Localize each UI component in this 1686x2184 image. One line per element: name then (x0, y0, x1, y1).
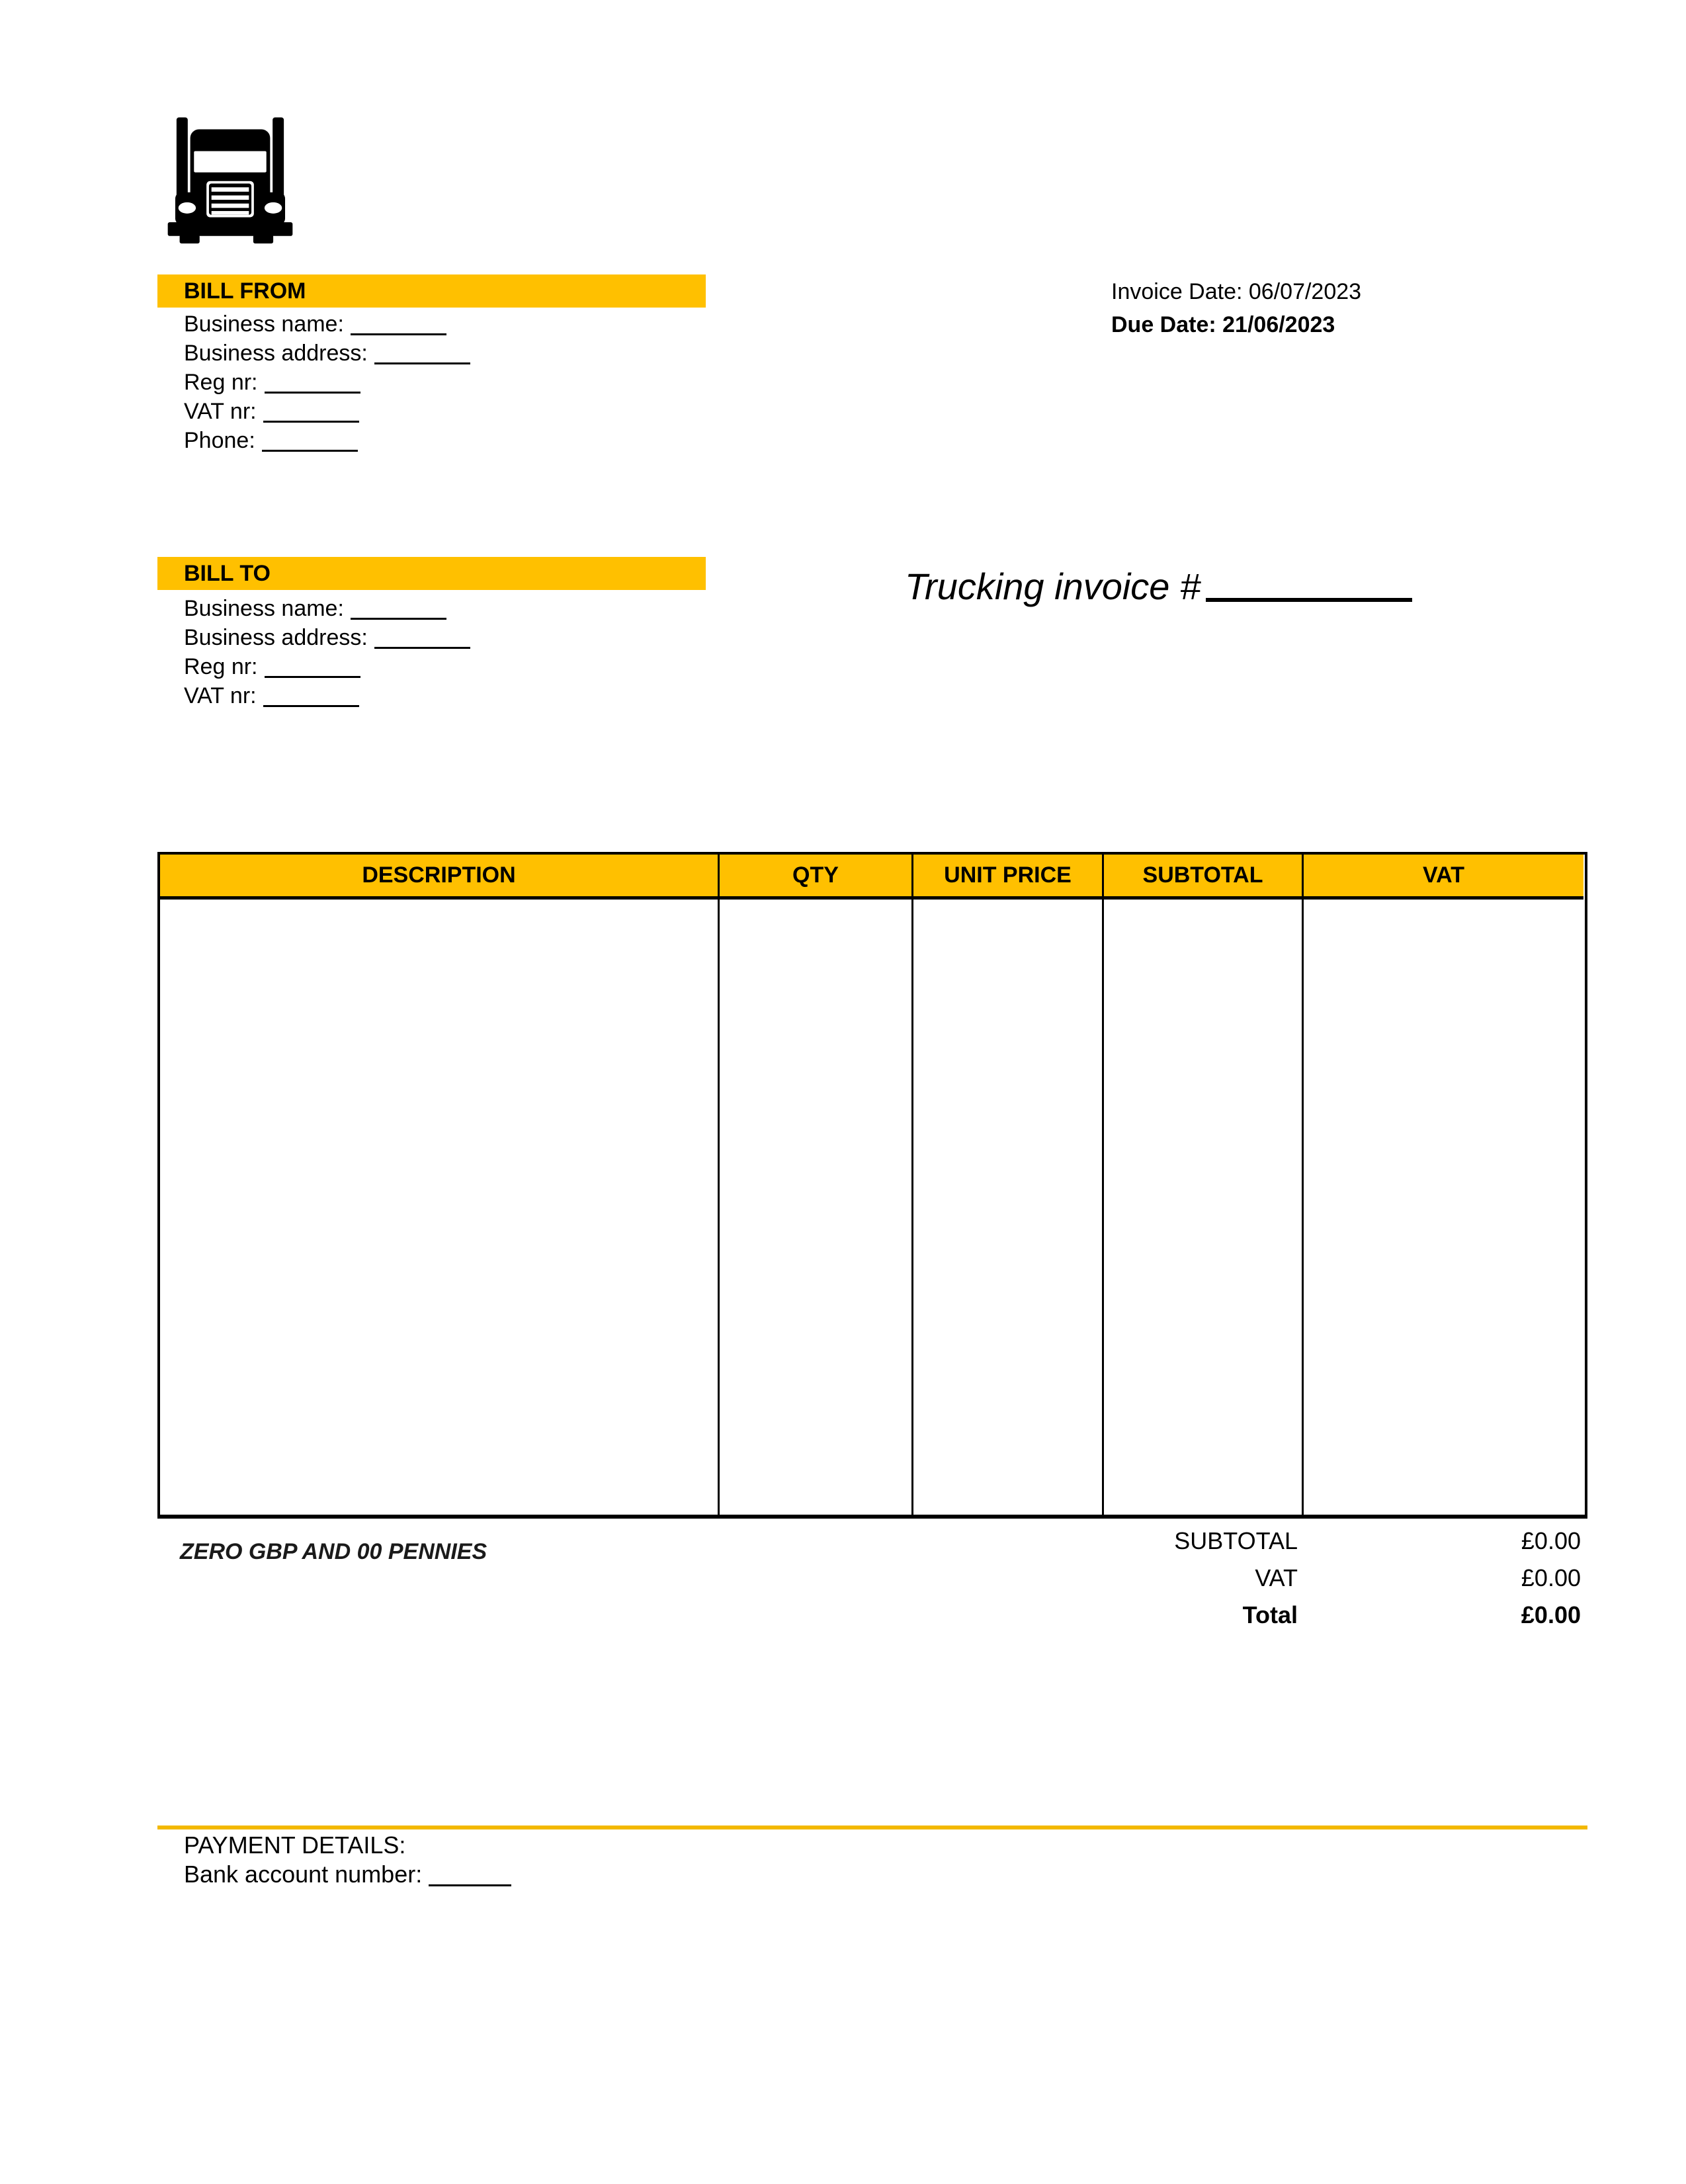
bill-to-business-name (184, 594, 470, 623)
vat-nr-label: VAT nr: (184, 683, 257, 708)
business-name-label: Business name: (184, 312, 344, 337)
bill-to-header (157, 557, 706, 590)
business-address-label: Business address: (184, 625, 368, 650)
bill-from-reg-nr (184, 368, 470, 397)
vat-value: £0.00 (1521, 1564, 1581, 1591)
invoice-date-line (1111, 275, 1361, 308)
bill-from-header (157, 274, 706, 308)
subtotal-label: SUBTOTAL (1174, 1527, 1298, 1554)
due-date-line (1111, 308, 1361, 341)
total-value: £0.00 (1521, 1601, 1581, 1628)
business-name-label: Business name: (184, 596, 344, 621)
truck-front-icon (165, 112, 295, 245)
col-header-unit-price: UNIT PRICE (913, 855, 1104, 900)
payment-details (184, 1831, 511, 1889)
reg-nr-blank[interactable] (265, 369, 360, 394)
bill-to-fields (184, 594, 470, 710)
business-address-blank[interactable] (374, 624, 470, 649)
subtotal-value: £0.00 (1521, 1527, 1581, 1554)
description-column-body[interactable] (160, 900, 720, 1515)
bill-to-business-address (184, 623, 470, 652)
vat-nr-blank[interactable] (263, 398, 359, 423)
reg-nr-label: Reg nr: (184, 654, 258, 679)
bill-to-reg-nr (184, 652, 470, 681)
bank-account-line (184, 1860, 511, 1889)
business-address-label: Business address: (184, 341, 368, 366)
invoice-title (905, 564, 1412, 610)
vat-column-body[interactable] (1304, 900, 1583, 1515)
truck-logo (165, 112, 295, 245)
unit-price-column-body[interactable] (913, 900, 1104, 1515)
bill-from-business-address (184, 339, 470, 368)
amount-in-words: ZERO GBP AND 00 PENNIES (180, 1539, 487, 1564)
bill-from-vat-nr (184, 397, 470, 426)
reg-nr-blank[interactable] (265, 653, 360, 678)
business-name-blank[interactable] (351, 595, 446, 620)
items-table (157, 852, 1587, 1519)
bill-from-title: BILL FROM (184, 278, 306, 304)
business-address-blank[interactable] (374, 340, 470, 364)
payment-divider-rule (157, 1826, 1587, 1829)
payment-details-title: PAYMENT DETAILS: (184, 1831, 406, 1859)
vat-nr-blank[interactable] (263, 683, 359, 707)
bill-to-title: BILL TO (184, 561, 271, 586)
col-header-subtotal: SUBTOTAL (1104, 855, 1304, 900)
bill-from-fields (184, 310, 470, 455)
invoice-dates (1111, 275, 1361, 341)
bill-from-phone (184, 426, 470, 455)
col-header-vat: VAT (1304, 855, 1583, 900)
vat-row (992, 1560, 1581, 1597)
invoice-date-value: 06/07/2023 (1248, 279, 1362, 304)
bill-to-vat-nr (184, 681, 470, 710)
subtotal-row (992, 1523, 1581, 1560)
phone-blank[interactable] (262, 427, 358, 452)
vat-label: VAT (1255, 1564, 1298, 1591)
business-name-blank[interactable] (351, 311, 446, 335)
due-date-label: Due Date: (1111, 312, 1223, 337)
subtotal-column-body[interactable] (1104, 900, 1304, 1515)
totals-block (992, 1523, 1581, 1634)
bank-account-blank[interactable] (429, 1862, 511, 1886)
phone-label: Phone: (184, 428, 255, 453)
invoice-date-label: Invoice Date: (1111, 279, 1249, 304)
bill-from-business-name (184, 310, 470, 339)
col-header-qty: QTY (720, 855, 913, 900)
col-header-description: DESCRIPTION (160, 855, 720, 900)
due-date-value: 21/06/2023 (1222, 312, 1335, 337)
reg-nr-label: Reg nr: (184, 370, 258, 395)
invoice-number-blank[interactable] (1206, 565, 1412, 602)
vat-nr-label: VAT nr: (184, 399, 257, 424)
total-label: Total (1242, 1601, 1298, 1628)
bank-account-label: Bank account number: (184, 1861, 423, 1888)
invoice-title-text: Trucking invoice # (905, 566, 1201, 607)
qty-column-body[interactable] (720, 900, 913, 1515)
total-row (992, 1597, 1581, 1634)
